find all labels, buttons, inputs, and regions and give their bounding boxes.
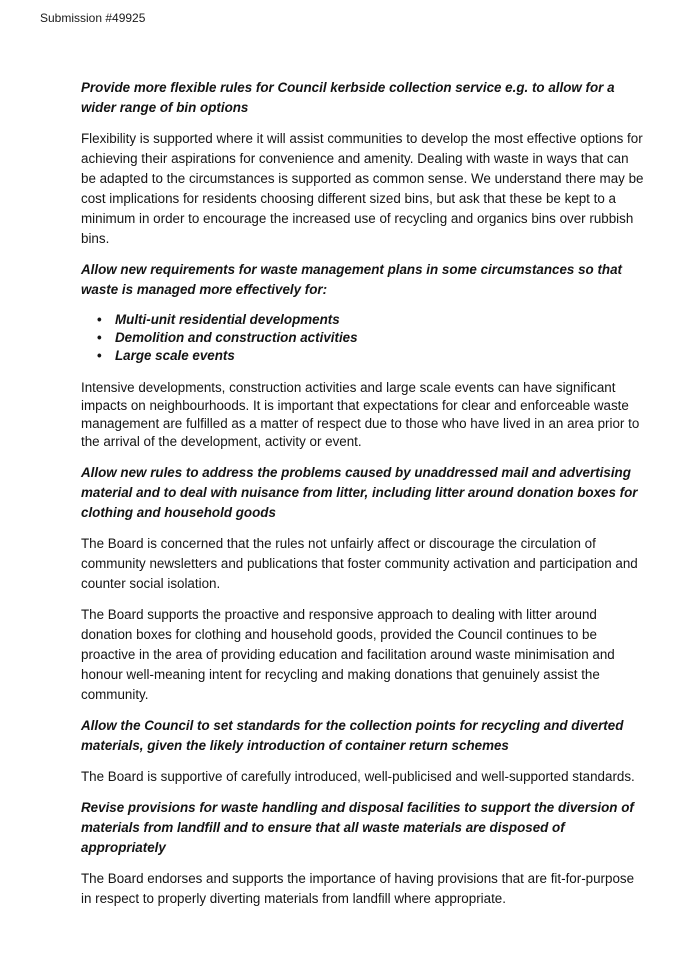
bullet-item: • Large scale events bbox=[81, 347, 647, 365]
bullet-item: • Multi-unit residential developments bbox=[81, 311, 647, 329]
section-paragraph: Intensive developments, construction activities and large scale events can have significant impacts on neighbourhoods. It is important that expectations for clear and enforceable waste management are fulfilled as a matter of respect due to those who have lived in an area prior to the arrival of the development, activity or event. bbox=[81, 380, 640, 449]
section-paragraph: The Board is supportive of carefully introduced, well-publicised and well-supported standards. bbox=[81, 769, 635, 784]
submission-number: Submission #49925 bbox=[40, 11, 146, 25]
section-paragraph: Flexibility is supported where it will assist communities to develop the most effective options for achieving their aspirations for convenience and amenity. Dealing with waste in ways that can be adapted to the circumstances is supported as common sense. We understand there may be cost implications for residents choosing different sized bins, but ask that these be kept to a minimum in order to encourage the increased use of recycling and organics bins over rubbish bins. bbox=[81, 131, 644, 246]
section-heading: Provide more flexible rules for Council kerbside collection service e.g. to allow for a wider range of bin options bbox=[81, 80, 615, 115]
bullet-item: • Demolition and construction activities bbox=[81, 329, 647, 347]
section-heading: Allow the Council to set standards for the collection points for recycling and diverted materials, given the likely introduction of container return schemes bbox=[81, 718, 624, 753]
section-paragraph: The Board supports the proactive and responsive approach to dealing with litter around donation boxes for clothing and household goods, provided the Council continues to be proactive in the area of providing education and facilitation around waste minimisation and honour well-meaning intent for recycling and making donations that genuinely assist the community. bbox=[81, 607, 615, 702]
section-paragraph: The Board endorses and supports the importance of having provisions that are fit-for-purpose in respect to properly diverting materials from landfill where appropriate. bbox=[81, 871, 635, 906]
document-body bbox=[81, 78, 647, 920]
bullet-list bbox=[81, 311, 647, 365]
section-heading: Revise provisions for waste handling and disposal facilities to support the diversion of materials from landfill and to ensure that all waste materials are disposed of appropriately bbox=[81, 800, 634, 855]
section-heading: Allow new rules to address the problems caused by unaddressed mail and advertising material and to deal with nuisance from litter, including litter around donation boxes for clothing and household goods bbox=[81, 465, 638, 520]
section-heading: Allow new requirements for waste management plans in some circumstances so that waste is managed more effectively for: bbox=[81, 262, 622, 297]
section-paragraph: The Board is concerned that the rules not unfairly affect or discourage the circulation of community newsletters and publications that foster community activation and participation and counter social isolation. bbox=[81, 536, 638, 591]
